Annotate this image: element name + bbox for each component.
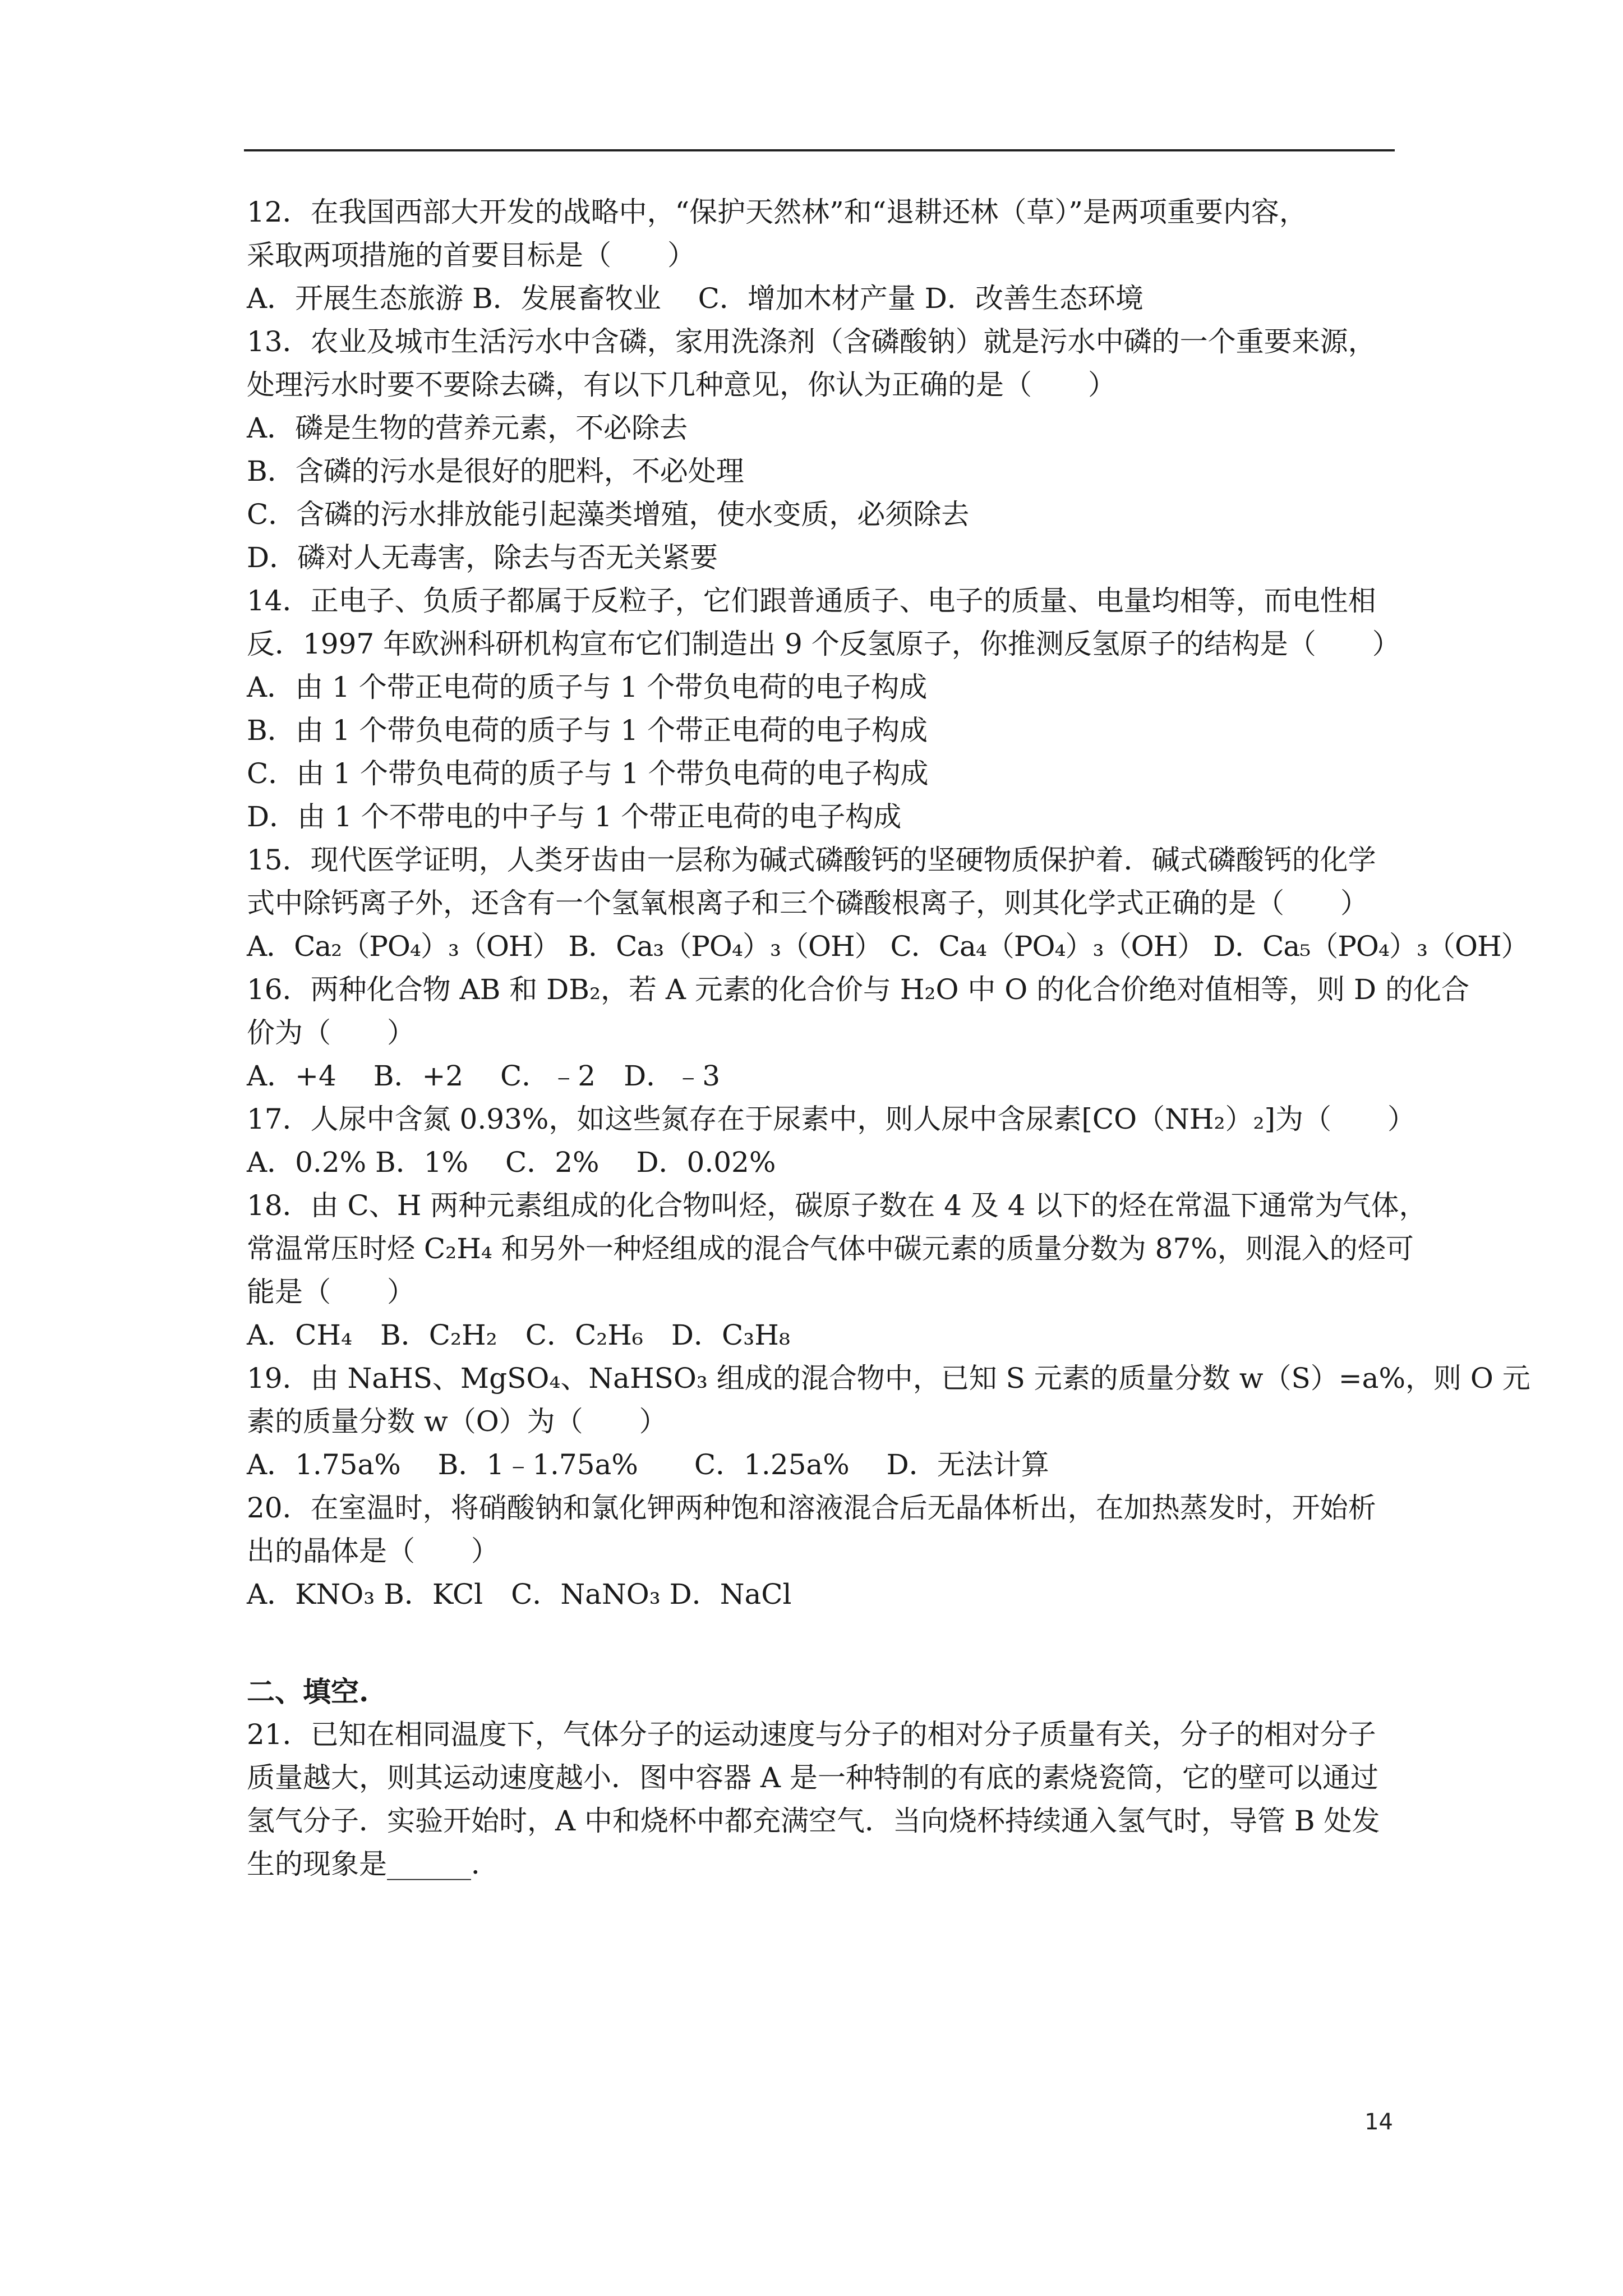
header-rule <box>244 149 1395 151</box>
page-content <box>247 191 1530 1886</box>
q21-line-2: 质量越大，则其运动速度越小．图中容器 A 是一种特制的有底的素烧瓷筒，它的壁可以通过 <box>247 1761 1378 1794</box>
q15-line-2: 式中除钙离子外，还含有一个氢氧根离子和三个磷酸根离子，则其化学式正确的是（ ） <box>247 887 1368 919</box>
q13-line-1: 13．农业及城市生活污水中含磷，家用洗涤剂（含磷酸钠）就是污水中磷的一个重要来源， <box>247 325 1376 358</box>
q16-line-2: 价为（ ） <box>247 1016 415 1049</box>
q13-line-2: 处理污水时要不要除去磷，有以下几种意见，你认为正确的是（ ） <box>247 369 1116 401</box>
q21-line-1: 21．已知在相同温度下，气体分子的运动速度与分子的相对分子质量有关，分子的相对分子 <box>247 1718 1376 1751</box>
q18-options: A．CH₄ B．C₂H₂ C．C₂H₆ D．C₃H₈ <box>247 1319 790 1351</box>
q20-line-1: 20．在室温时，将硝酸钠和氯化钾两种饱和溶液混合后无晶体析出，在加热蒸发时，开始析 <box>247 1492 1376 1524</box>
q21-line-3: 氢气分子．实验开始时，A 中和烧杯中都充满空气．当向烧杯持续通入氢气时，导管 B 处发 <box>247 1805 1380 1837</box>
q17-line-1: 17．人尿中含氮 0.93%，如这些氮存在于尿素中，则人尿中含尿素[CO（NH₂）₂]为（ ） <box>247 1103 1416 1135</box>
q14-option-a: A．由 1 个带正电荷的质子与 1 个带负电荷的电子构成 <box>247 671 928 703</box>
q13-option-d: D．磷对人无毒害，除去与否无关紧要 <box>247 541 718 574</box>
section-gap <box>247 1616 1396 1670</box>
q18-line-1: 18．由 C、H 两种元素组成的化合物叫烃，碳原子数在 4 及 4 以下的烃在常温下通常为气体， <box>247 1189 1427 1222</box>
q14-line-2: 反．1997 年欧洲科研机构宣布它们制造出 9 个反氢原子，你推测反氢原子的结构是（ ） <box>247 628 1400 660</box>
section-title: 二、填空. <box>247 1675 369 1708</box>
q14-option-b: B．由 1 个带负电荷的质子与 1 个带正电荷的电子构成 <box>247 714 928 747</box>
q17-options: A．0.2% B．1% C．2% D．0.02% <box>247 1146 776 1179</box>
q19-options: A．1.75a% B．1﹣1.75a% C．1.25a% D．无法计算 <box>247 1448 1049 1481</box>
q16-line-1: 16．两种化合物 AB 和 DB₂，若 A 元素的化合价与 H₂O 中 O 的化合价绝对值相等，则 D 的化合 <box>247 973 1470 1006</box>
q16-options: A．+4 B．+2 C．﹣2 D．﹣3 <box>247 1060 721 1092</box>
q19-line-1: 19．由 NaHS、MgSO₄、NaHSO₃ 组成的混合物中，已知 S 元素的质量分数 w（S）=a%，则 O 元 <box>247 1362 1530 1395</box>
q15-line-1: 15．现代医学证明，人类牙齿由一层称为碱式磷酸钙的坚硬物质保护着．碱式磷酸钙的化学 <box>247 844 1376 876</box>
q15-options: A．Ca₂（PO₄）₃（OH） B．Ca₃（PO₄）₃（OH） C．Ca₄（PO₄）₃（OH） D．Ca₅（PO₄）₃（OH） <box>247 930 1529 963</box>
q20-line-2: 出的晶体是（ ） <box>247 1535 499 1567</box>
q13-option-c: C．含磷的污水排放能引起藻类增殖，使水变质，必须除去 <box>247 498 970 531</box>
q12-line-2: 采取两项措施的首要目标是（ ） <box>247 239 695 272</box>
q12-options: A．开展生态旅游 B．发展畜牧业 C．增加木材产量 D．改善生态环境 <box>247 282 1144 315</box>
q14-line-1: 14．正电子、负质子都属于反粒子，它们跟普通质子、电子的质量、电量均相等，而电性相 <box>247 585 1376 617</box>
q13-option-b: B．含磷的污水是很好的肥料，不必处理 <box>247 455 744 487</box>
q14-option-d: D．由 1 个不带电的中子与 1 个带正电荷的电子构成 <box>247 800 902 833</box>
q18-line-2: 常温常压时烃 C₂H₄ 和另外一种烃组成的混合气体中碳元素的质量分数为 87%，则混入的烃可 <box>247 1232 1414 1265</box>
q19-line-2: 素的质量分数 w（O）为（ ） <box>247 1405 667 1438</box>
q20-options: A．KNO₃ B．KCl C．NaNO₃ D．NaCl <box>247 1578 792 1611</box>
q18-line-3: 能是（ ） <box>247 1276 415 1308</box>
q13-option-a: A．磷是生物的营养元素，不必除去 <box>247 412 688 444</box>
q14-option-c: C．由 1 个带负电荷的质子与 1 个带负电荷的电子构成 <box>247 757 929 790</box>
page-number: 14 <box>1364 2109 1393 2135</box>
q21-line-4: 生的现象是______． <box>247 1848 499 1880</box>
q12-line-1: 12．在我国西部大开发的战略中，“保护天然林”和“退耕还林（草）”是两项重要内容， <box>247 196 1307 228</box>
